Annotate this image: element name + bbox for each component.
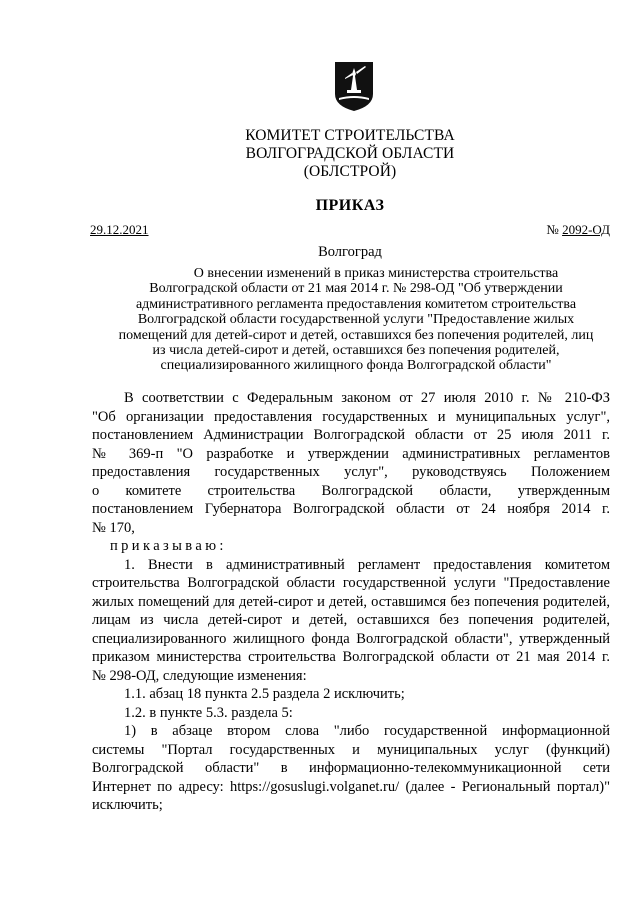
- org-name-line-2: ВОЛГОГРАДСКОЙ ОБЛАСТИ: [245, 145, 455, 162]
- body-line: жилых помещений для детей-сирот и детей, оставшимся без попечения родителей,: [92, 593, 610, 610]
- volgograd-emblem-icon: [333, 60, 375, 112]
- document-type-title: ПРИКАЗ: [315, 197, 385, 214]
- document-subject: [88, 266, 624, 374]
- body-line: 1) в абзаце втором слова "либо государственной информационной: [124, 723, 610, 739]
- subject-line: О внесении изменений в приказ министерства строительства: [193, 266, 559, 281]
- body-line: постановлением Администрации Волгоградской области от 25 июля 2011 г.: [92, 427, 610, 443]
- subject-line: Волгоградской области государственной услуги "Предоставление жилых: [137, 312, 575, 328]
- body-line: приказом министерства строительства Волгоградской области от 21 мая 2014 г.: [92, 649, 610, 665]
- body-line: системы "Портал государственных и муниципальных услуг (функций): [92, 741, 610, 758]
- body-line: № 298-ОД, следующие изменения:: [92, 667, 307, 684]
- body-line: специализированного жилищного фонда Волгоградской области", утвержденный: [92, 630, 610, 647]
- number-value: 2092-ОД: [562, 222, 610, 237]
- body-line: "Об организации предоставления государственных и муниципальных услуг",: [92, 408, 610, 425]
- body-line: лицам из числа детей-сирот и детей, оставшихся без попечения родителей,: [92, 612, 610, 628]
- body-line: исключить;: [92, 797, 163, 813]
- subject-line: административного регламента предоставления комитетом строительства: [135, 296, 577, 312]
- body-line: постановлением Губернатора Волгоградской области от 24 ноября 2014 г.: [92, 501, 610, 517]
- body-line: предоставления государственных услуг", руководствуясь Положением: [92, 464, 610, 480]
- body-line: № 369-п "О разработке и утверждении административных регламентов: [92, 445, 610, 462]
- document-date: 29.12.2021: [90, 222, 149, 237]
- subject-line: помещений для детей-сирот и детей, оставшихся без попечения родителей, лиц: [118, 327, 594, 343]
- body-line-order: приказываю:: [110, 538, 227, 554]
- document-body: [92, 389, 610, 815]
- document-city: Волгоград: [318, 244, 382, 260]
- document-number: [546, 222, 610, 238]
- body-line: о комитете строительства Волгоградской области, утвержденным: [92, 482, 610, 499]
- subject-line: Волгоградской области от 21 мая 2014 г. № 298-ОД "Об утверждении: [149, 281, 563, 297]
- org-name-line-3: (ОБЛСТРОЙ): [303, 163, 397, 180]
- body-line: 1.2. в пункте 5.3. раздела 5:: [124, 704, 293, 721]
- body-line: № 170,: [92, 519, 135, 536]
- body-line: 1.1. абзац 18 пункта 2.5 раздела 2 исключить;: [124, 686, 405, 702]
- body-line: строительства Волгоградской области государственной услуги "Предоставление: [92, 575, 610, 591]
- body-line: В соответствии с Федеральным законом от 27 июля 2010 г. № 210-ФЗ: [124, 390, 610, 406]
- body-line: Волгоградской области" в информационно-телекоммуникационной сети: [92, 760, 610, 776]
- body-line: Интернет по адресу: https://gosuslugi.volganet.ru/ (далее - Региональный портал)": [92, 778, 610, 795]
- subject-line: из числа детей-сирот и детей, оставшихся без попечения родителей,: [152, 343, 560, 359]
- body-line: 1. Внести в административный регламент предоставления комитетом: [124, 556, 610, 573]
- subject-line: специализированного жилищного фонда Волгоградской области": [160, 358, 552, 374]
- org-name-line-1: КОМИТЕТ СТРОИТЕЛЬСТВА: [245, 127, 455, 144]
- number-prefix: №: [546, 222, 563, 237]
